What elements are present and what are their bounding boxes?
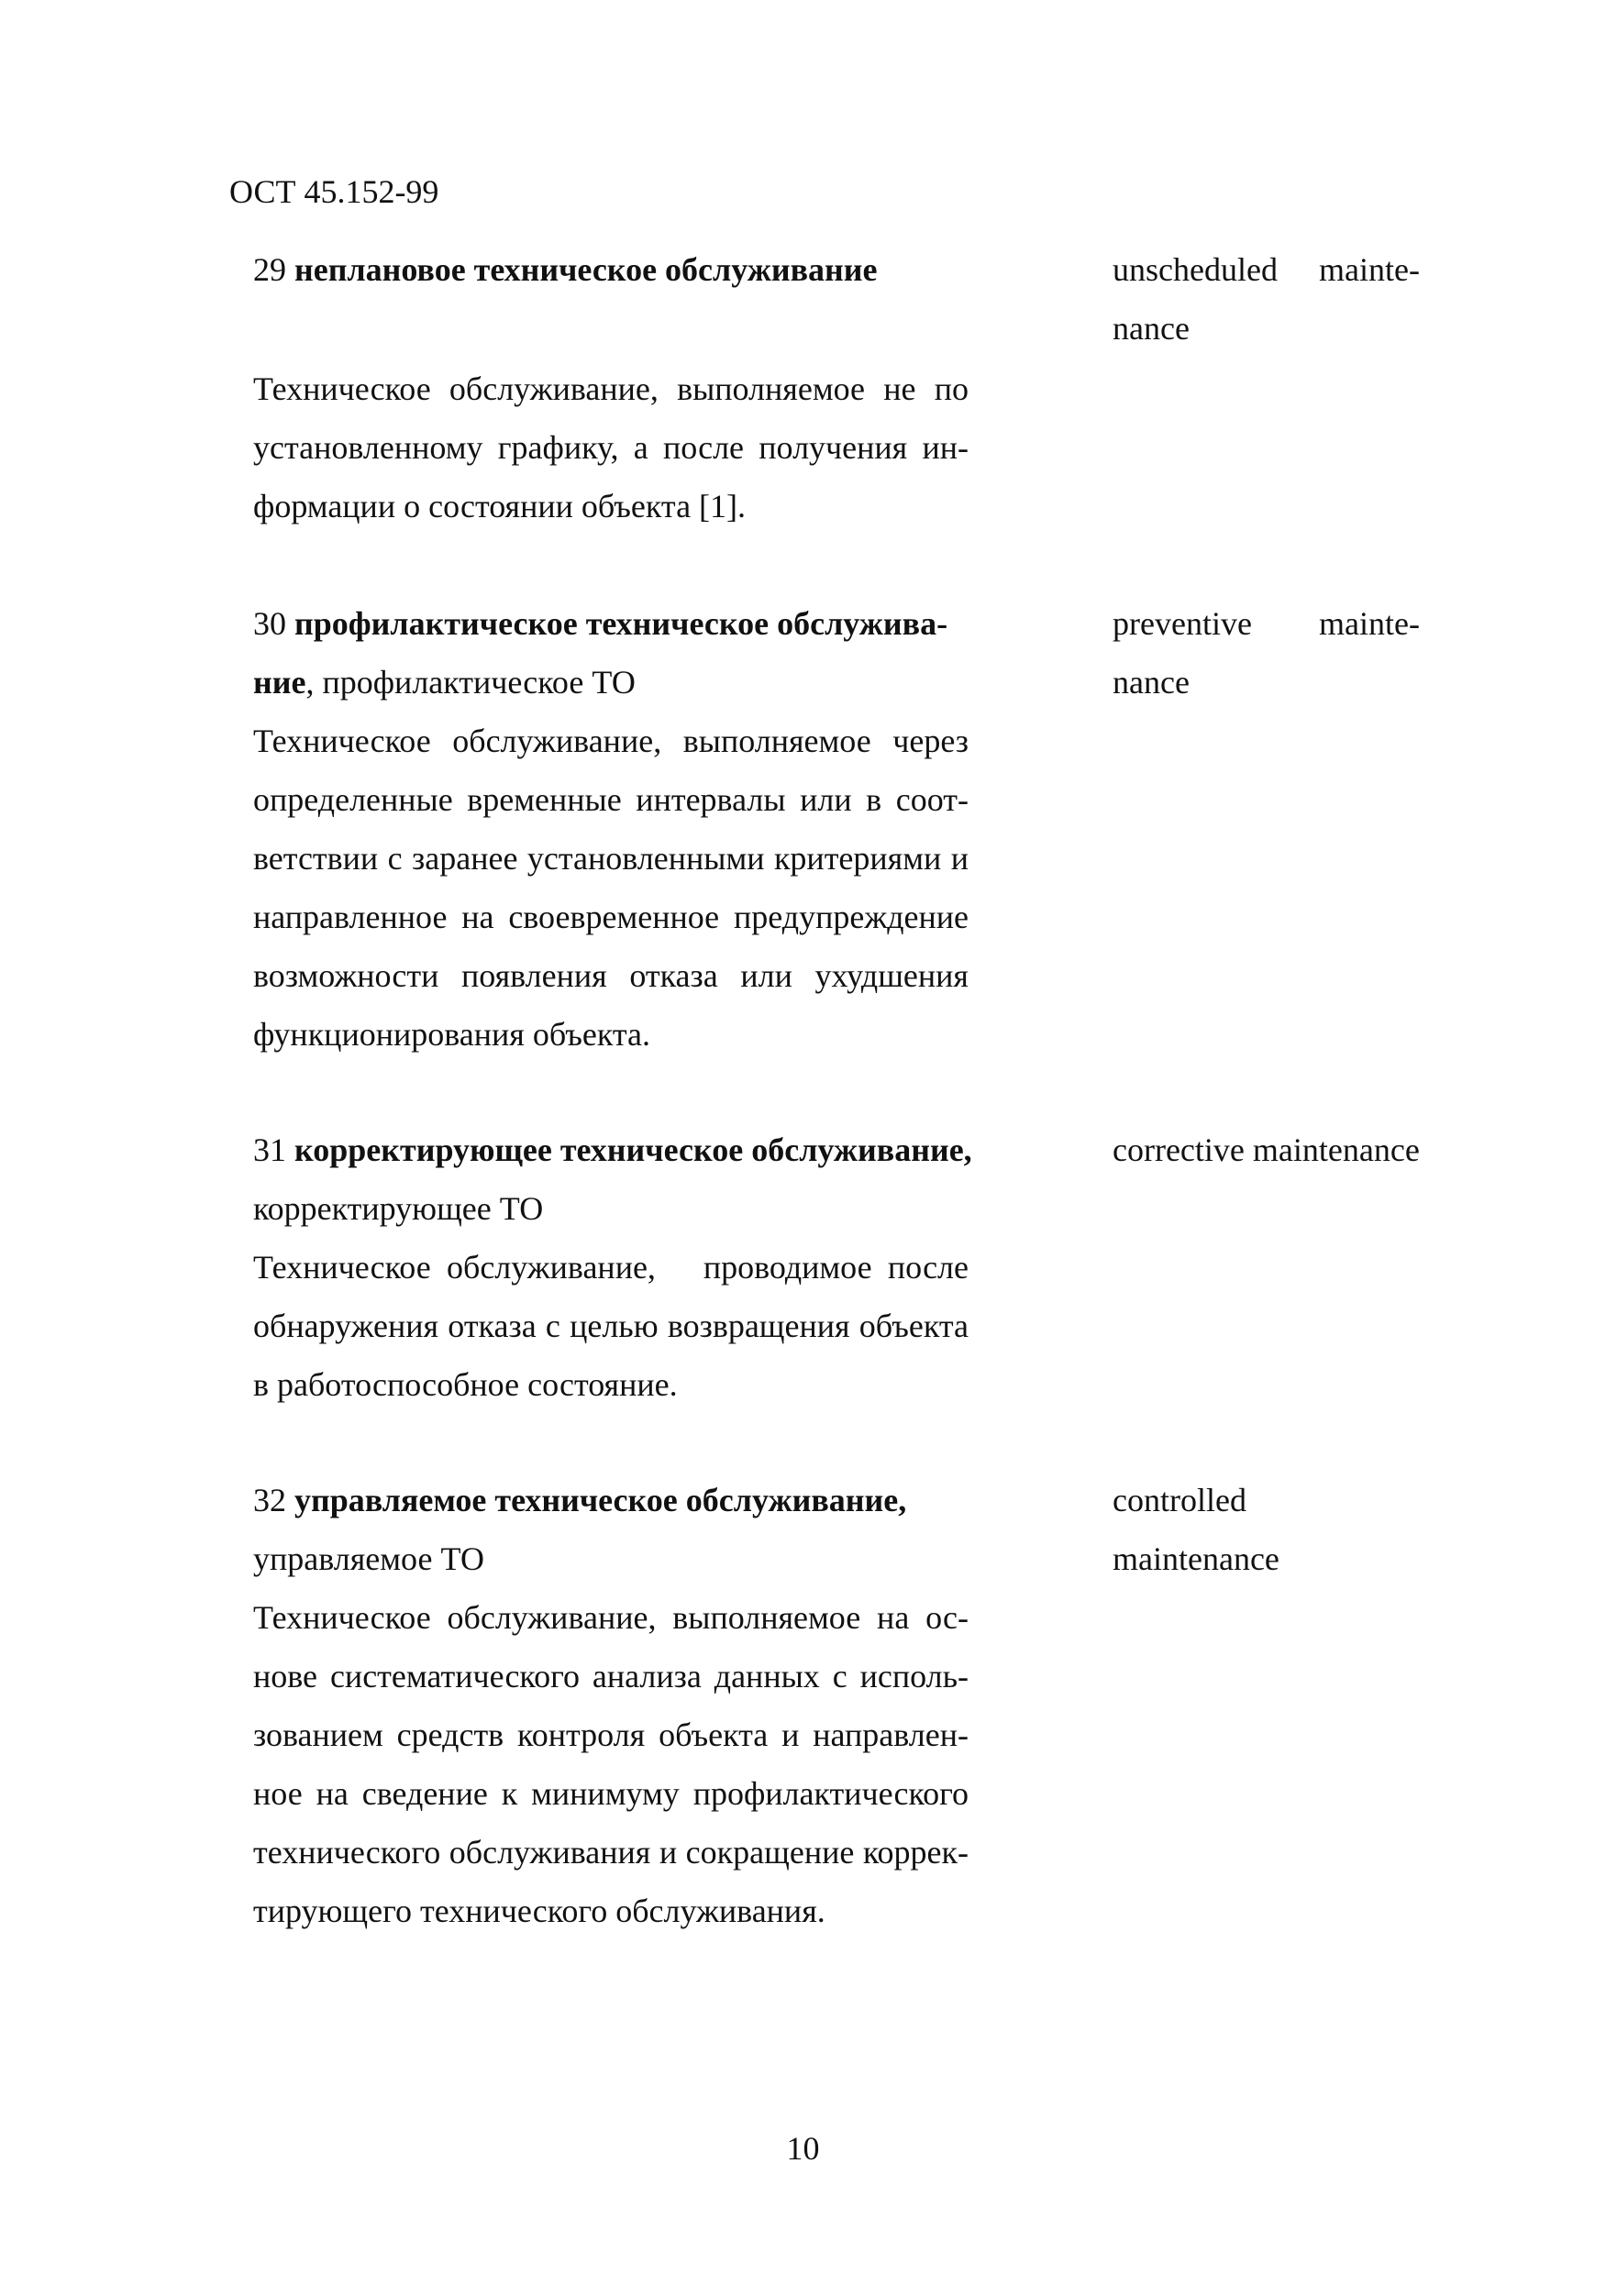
term-entry-31 — [253, 1120, 972, 1414]
term-title: неплановое техническое обслуживание — [294, 251, 878, 288]
definition-line: ное на сведение к минимуму профилактического — [253, 1775, 969, 1812]
english-term: mainte- — [1319, 605, 1420, 642]
term-entry-29 — [253, 240, 969, 535]
term-title-continued: ние — [253, 664, 306, 701]
english-term: nance — [1113, 664, 1190, 701]
term-synonym: , профилактическое ТО — [305, 664, 636, 701]
english-term: controlled maintenance — [1113, 1482, 1279, 1577]
definition-line: определенные временные интервалы или в соот- — [253, 781, 969, 818]
definition-line: возможности появления отказа или ухудшения — [253, 957, 969, 994]
definition-line: тирующего технического обслуживания. — [253, 1893, 825, 1929]
term-synonym: управляемое ТО — [253, 1540, 484, 1577]
definition-line: Техническое обслуживание, выполняемое на ос- — [253, 1599, 969, 1636]
definition-line: формации о состоянии объекта [1]. — [253, 488, 747, 524]
definition-line: Техническое обслуживание, выполняемое не по — [253, 370, 969, 407]
term-definition — [253, 359, 969, 535]
definition-line: в работоспособное состояние. — [253, 1366, 678, 1403]
term-synonym: корректирующее ТО — [253, 1190, 544, 1227]
definition-line: зованием средств контроля объекта и направлен- — [253, 1716, 969, 1753]
english-equivalent-32 — [1113, 1471, 1420, 1588]
english-equivalent-31 — [1113, 1120, 1420, 1179]
term-definition — [253, 1238, 969, 1414]
english-equivalent-29 — [1113, 240, 1420, 358]
definition-line: ветствии с заранее установленными критериями и — [253, 840, 969, 877]
term-entry-30 — [253, 594, 969, 1064]
english-term: mainte- — [1319, 251, 1420, 288]
definition-line: обнаружения отказа с целью возвращения объекта — [253, 1308, 969, 1344]
term-title: корректирующее техническое обслуживание, — [294, 1131, 972, 1168]
definition-line: установленному графику, а после получения ин- — [253, 429, 969, 466]
english-equivalent-30 — [1113, 594, 1420, 712]
term-number: 29 — [253, 251, 286, 288]
term-definition — [253, 712, 969, 1064]
term-title: профилактическое техническое обслужива- — [294, 605, 948, 642]
definition-line: Техническое обслуживание, проводимое после — [253, 1249, 969, 1286]
definition-line: нове систематического анализа данных с исполь- — [253, 1658, 969, 1694]
english-term: preventive — [1113, 605, 1252, 642]
definition-line: Техническое обслуживание, выполняемое через — [253, 723, 969, 759]
term-number: 32 — [253, 1482, 286, 1518]
definition-line: функционирования объекта. — [253, 1016, 651, 1053]
term-definition — [253, 1588, 969, 1940]
english-term: nance — [1113, 310, 1190, 347]
term-entry-32 — [253, 1471, 969, 1940]
page-number: 10 — [786, 2130, 820, 2167]
definition-line: технического обслуживания и сокращение коррек- — [253, 1834, 969, 1871]
term-number: 30 — [253, 605, 286, 642]
english-term: unscheduled — [1113, 251, 1278, 288]
definition-line: направленное на своевременное предупреждение — [253, 899, 969, 935]
term-title: управляемое техническое обслуживание, — [294, 1482, 907, 1518]
term-number: 31 — [253, 1131, 286, 1168]
english-term: corrective maintenance — [1113, 1131, 1420, 1168]
document-code: ОСТ 45.152-99 — [229, 173, 439, 210]
